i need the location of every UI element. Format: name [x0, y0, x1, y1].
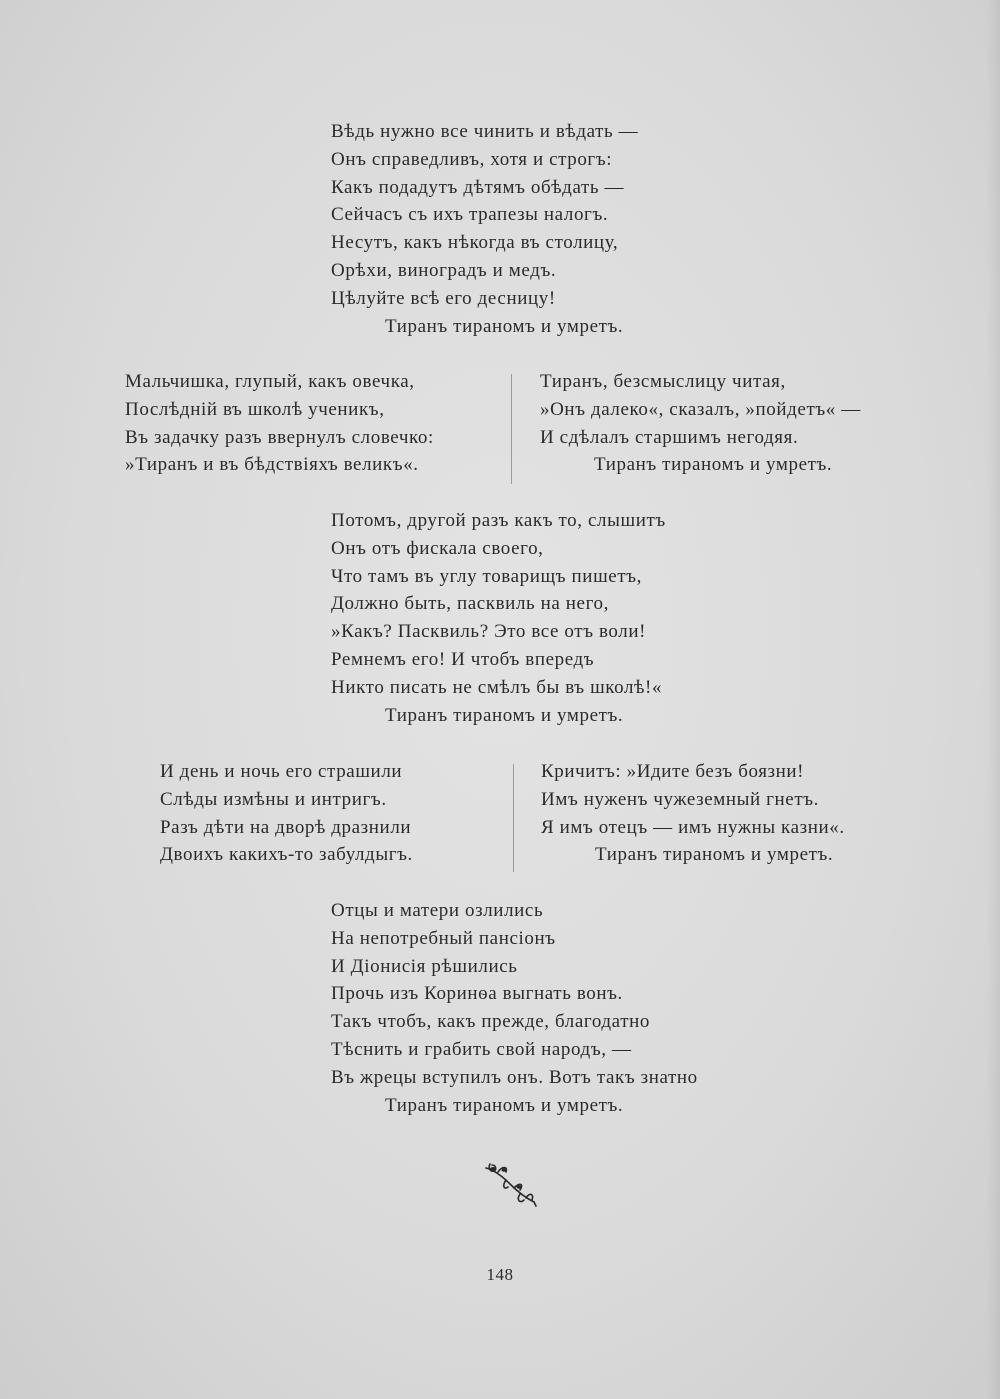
verse-line: Какъ подадутъ дѣтямъ обѣдать —: [331, 176, 625, 198]
verse-line: Онъ справедливъ, хотя и строгъ:: [331, 148, 613, 170]
verse-line: Сейчасъ съ ихъ трапезы налогъ.: [331, 204, 609, 226]
stanza-3: [331, 507, 666, 729]
verse-line: И день и ночь его страшили: [160, 761, 403, 782]
verse-line: »Онъ далеко«, сказалъ, »пойдетъ« —: [540, 398, 861, 420]
verse-line: Слѣды измѣны и интригъ.: [160, 788, 387, 810]
refrain-line: Тиранъ тираномъ и умретъ.: [385, 1094, 624, 1116]
verse-line: Несутъ, какъ нѣкогда въ столицу,: [331, 232, 619, 254]
verse-line: Тѣснить и грабить свой народъ, —: [331, 1038, 632, 1060]
stanza-4-right: [541, 758, 845, 869]
verse-line: Тиранъ, безсмыслицу читая,: [540, 371, 786, 392]
verse-line: Кричитъ: »Идите безъ боязни!: [541, 761, 805, 782]
verse-line: На непотребный пансіонъ: [331, 927, 556, 949]
verse-line: И Діонисія рѣшились: [331, 955, 518, 977]
verse-line: Такъ чтобъ, какъ прежде, благодатно: [331, 1011, 650, 1033]
stanza-2-left: [125, 368, 434, 479]
page-edge-shadow: [986, 0, 1000, 1399]
refrain-line: Тиранъ тираномъ и умретъ.: [594, 454, 833, 476]
page-number: 148: [486, 1265, 514, 1284]
verse-line: Двоихъ какихъ-то забулдыгъ.: [160, 844, 413, 866]
verse-line: Въ жрецы вступилъ онъ. Вотъ такъ знатно: [331, 1066, 698, 1088]
verse-line: Цѣлуйте всѣ его десницу!: [331, 287, 556, 309]
verse-line: Имъ нуженъ чужеземный гнетъ.: [541, 788, 820, 810]
verse-line: И сдѣлалъ старшимъ негодяя.: [540, 426, 799, 448]
verse-line: Разъ дѣти на дворѣ дразнили: [160, 816, 412, 838]
verse-line: Никто писать не смѣлъ бы въ школѣ!«: [331, 676, 663, 698]
verse-line: Прочь изъ Коринѳа выгнать вонъ.: [331, 983, 623, 1005]
verse-line: Мальчишка, глупый, какъ овечка,: [125, 371, 415, 392]
verse-line: Должно быть, пасквиль на него,: [331, 593, 609, 615]
verse-line: Что тамъ въ углу товарищъ пишетъ,: [331, 565, 643, 587]
verse-line: Потомъ, другой разъ какъ то, слышитъ: [331, 510, 666, 531]
refrain-line: Тиранъ тираномъ и умретъ.: [595, 844, 834, 866]
refrain-line: Тиранъ тираномъ и умретъ.: [385, 704, 624, 726]
column-divider: [511, 374, 512, 484]
stanza-5: [331, 897, 698, 1119]
verse-line: Отцы и матери озлились: [331, 900, 544, 921]
verse-line: Я имъ отецъ — имъ нужны казни«.: [541, 816, 845, 838]
column-divider: [513, 764, 514, 872]
refrain-line: Тиранъ тираномъ и умретъ.: [385, 315, 624, 337]
stanza-1: [331, 118, 638, 340]
verse-line: Ремнемъ его! И чтобъ впередъ: [331, 648, 595, 670]
stanza-2-right: [540, 368, 861, 479]
verse-line: Онъ отъ фискала своего,: [331, 537, 544, 559]
verse-line: Вѣдь нужно все чинить и вѣдать —: [331, 121, 639, 142]
verse-line: »Какъ? Пасквиль? Это все отъ воли!: [331, 621, 647, 643]
verse-line: Въ задачку разъ ввернулъ словечко:: [125, 426, 434, 448]
verse-line: Орѣхи, виноградъ и медъ.: [331, 259, 557, 281]
verse-line: Послѣдній въ школѣ ученикъ,: [125, 398, 385, 420]
stanza-4-left: [160, 758, 413, 869]
floral-sprig-icon: [480, 1160, 540, 1208]
verse-line: »Тиранъ и въ бѣдствіяхъ великъ«.: [125, 454, 419, 476]
